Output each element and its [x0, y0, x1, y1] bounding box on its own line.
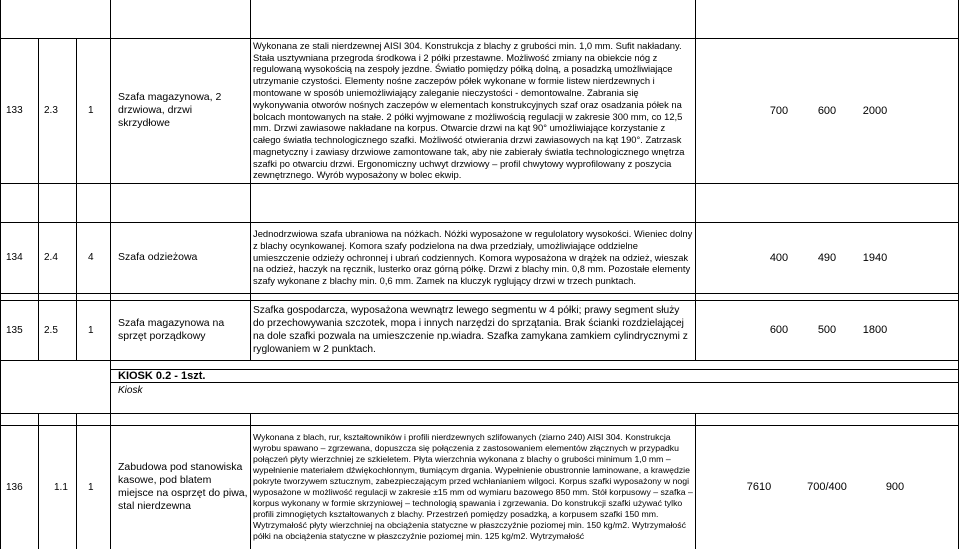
grid-line	[110, 0, 111, 549]
item-code: 2.3	[44, 105, 58, 116]
item-description: Jednodrzwiowa szafa ubraniowa na nóżkach. Nóżki wyposażone w regulolatory wysokości. Wieniec dolny z blachy ocynkowanej. Komora szafy podzielona na dwa przedziały, umożliwiające oddzielne umieszczenie odzieży ochronnej i ubrań codziennych. Komora wyposażona w drążek na odzież, wieszak na odzież, haczyk na ręcznik, lusterko oraz górną półkę. Drzwi z blachy min. 0,8 mm. Pozostałe elementy szafy wykonane z blachy min. 0,6 mm. Zamek na kluczyk ryglujący drzwi w trzech punktach.	[253, 228, 693, 287]
dimension-depth: 700/400	[807, 481, 847, 493]
grid-line	[38, 38, 39, 360]
item-description: Wykonana ze stali nierdzewnej AISI 304. Konstrukcja z blachy z grubości min. 1,0 mm. Sufit nakładany. Stała usztywniana przegroda środkowa i 2 półki przestawne. Możliwość zmiany na obiekcie nóg z regulowaną wysokością na zespoły jezdne. Światło pomiędzy półką dolną, a posadzką umożliwiające utrzymanie czystości. Elementy nośne zaczepów półek wykonane w formie listew nierdzewnych i montowane w sposób uniemożliwiający zaleganie nieczystości - demontowalne. Zabrania się wykonywania otworów nośnych zaczepów w elementach konstrukcyjnych szaf oraz osadzania półek na bolcach montowanych na stałe. 2 półki wyjmowane z możliwością regulacji w zakresie 300 mm, co 12,5 mm. Drzwi zawiasowe nakładane na korpus. Otwarcie drzwi na kąt 90° umożliwiające korzystanie z całego światła technologicznego szafki. Możliwość otwierania drzwi zawiasowych na kąt 190°. Zatrzask magnetyczny i zawiasy drzwiowe zamontowane tak, aby nie zabierały światła technologicznego wnętrza szafki po otwarciu drzwi. Ergonomiczny uchwyt drzwiowy – profil chwytowy wyprofilowany z poszycia zewnętrznego. Wyrób wyposażony w bolec ekwip.	[253, 39, 685, 181]
item-dimensions	[698, 222, 956, 293]
grid-line	[0, 293, 959, 294]
dimension-width: 400	[769, 251, 789, 264]
row-number: 133	[6, 105, 23, 116]
grid-line	[250, 0, 251, 360]
item-name: Zabudowa pod stanowiska kasowe, pod blatem miejsce na osprzęt do piwa, stal nierdzewna	[118, 461, 248, 512]
item-code: 2.5	[44, 324, 58, 336]
item-code: 2.4	[44, 252, 58, 263]
item-code: 1.1	[54, 481, 68, 493]
section-subtitle: Kiosk	[118, 385, 143, 396]
dimension-depth: 500	[817, 324, 837, 336]
item-description: Szafka gospodarcza, wyposażona wewnątrz lewego segmentu w 4 półki; prawy segment służy do przechowywania szczotek, mopa i innych narzędzi do sprzątania. Brak ścianki rozdzielającej na dole szafki pozwala na umieszczenie np.wiadra. Szafka zamykana zamkiem cylindrycznymi z ryglowaniem w 2 punktach.	[253, 305, 688, 355]
item-description: Wykonana z blach, rur, kształtowników i profili nierdzewnych szlifowanych (ziarno 240) AISI 304. Konstrukcja wyrobu spawano – zgrzewana, dopuszcza się połączenia z zastosowaniem elementów złącznych w przypadku połączeń płyty wierzchniej ze szkieletem. Płyta wierzchnia wykonana z blachy o grubości minimum 1,0 mm – wypełnienie materiałem dźwiękochłonnym, tłumiącym drgania. Wypełnienie obustronnie laminowane, a krawędzie pokryte tworzywem sztucznym, zabezpieczającym przed wchłanianiem wilgoci. Korpus szafki wyposażony w nogi wyposażone w możliwość regulacji w zakresie ±15 mm od wymiaru bazowego 850 mm. Stół korpusowy – szafka – korpus wykonany w formie skrzyniowej – technologią spawania i zgrzewania. Do konstrukcji szafki używać tylko profili zimnogiętych kształtowanych z blachy. Przestrzeń pomiędzy posadzką, a korpusem szafki 150 mm. Wytrzymałość płyty wierzchniej na obciążenia statyczne w płaszczyźnie poziomej min. 150 kg/m2. Wytrzymałość półki na obciążenia statyczne w płaszczyźnie poziomej min. 125 kg/m2. Wytrzymałość	[253, 432, 693, 541]
dimension-width: 600	[769, 324, 789, 336]
row-number: 135	[6, 324, 23, 336]
dimension-height: 900	[885, 481, 905, 493]
grid-line	[76, 38, 77, 360]
grid-line	[695, 413, 696, 549]
item-quantity: 1	[88, 324, 94, 336]
item-dimensions	[698, 300, 956, 360]
item-dimensions	[698, 38, 956, 183]
item-name: Szafa magazynowa, 2 drzwiowa, drzwi skrzydłowe	[118, 91, 222, 129]
grid-line	[0, 0, 1, 549]
grid-line	[695, 0, 696, 360]
item-quantity: 4	[88, 252, 94, 263]
grid-line	[76, 413, 77, 549]
section-title: KIOSK 0.2 - 1szt.	[118, 369, 206, 382]
item-dimensions	[698, 425, 956, 549]
dimension-height: 1940	[862, 251, 888, 264]
dimension-width: 7610	[746, 481, 772, 493]
dimension-height: 1800	[862, 324, 888, 336]
row-number: 134	[6, 252, 23, 263]
grid-line	[38, 413, 39, 549]
grid-line	[0, 183, 959, 184]
item-name: Szafa magazynowa na sprzęt porządkowy	[118, 317, 225, 342]
dimension-width: 700	[769, 104, 789, 117]
grid-line	[0, 413, 959, 414]
grid-line	[110, 382, 958, 383]
item-quantity: 1	[88, 105, 94, 116]
item-quantity: 1	[88, 481, 94, 493]
grid-line	[0, 360, 959, 361]
item-name: Szafa odzieżowa	[118, 251, 198, 263]
row-number: 136	[6, 481, 23, 493]
dimension-height: 2000	[862, 104, 888, 117]
dimension-depth: 490	[817, 251, 837, 264]
dimension-depth: 600	[817, 104, 837, 117]
grid-line	[250, 413, 251, 549]
